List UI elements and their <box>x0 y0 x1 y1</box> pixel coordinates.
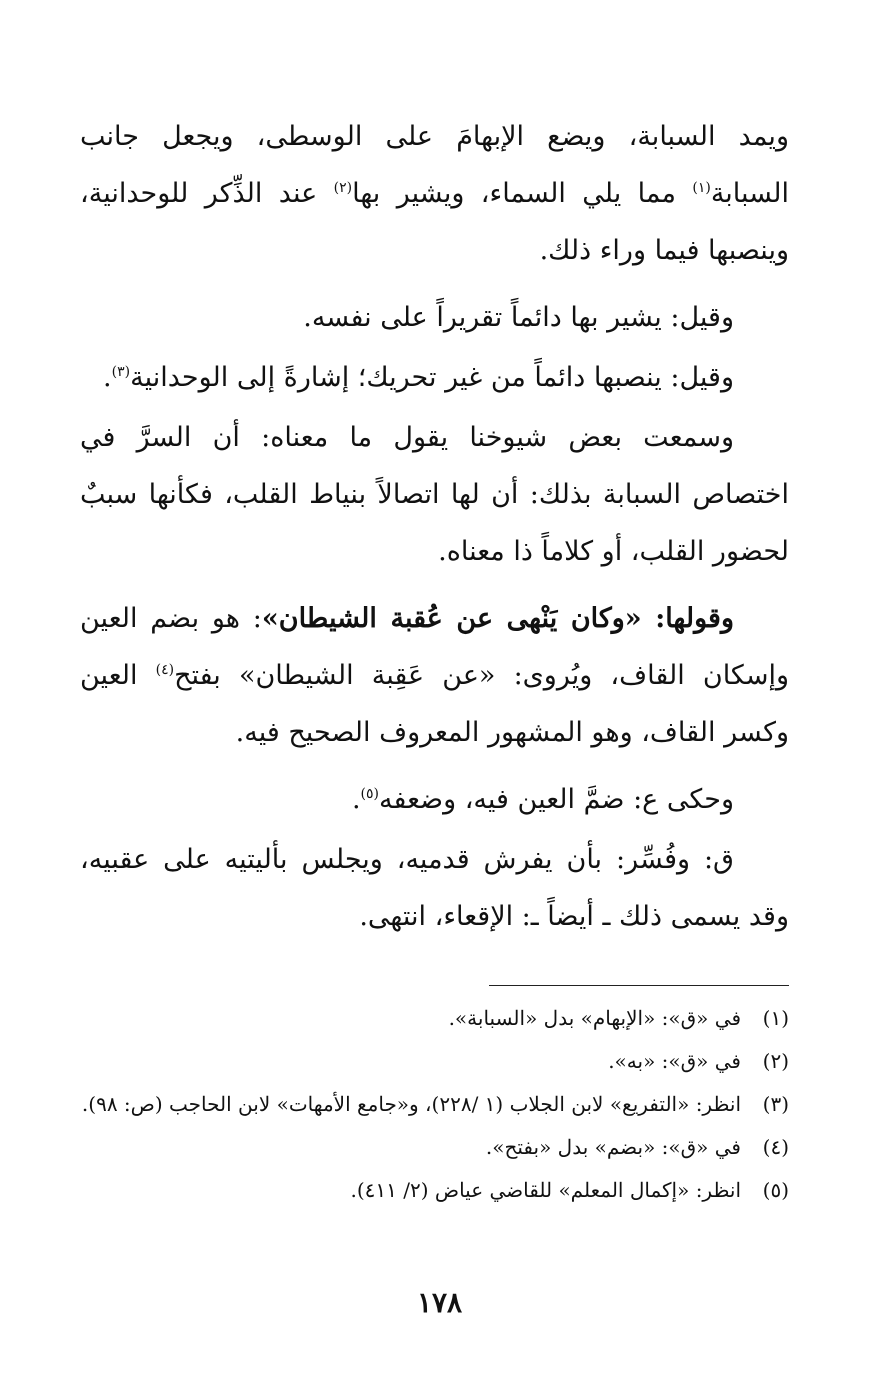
paragraph-5-part-b: العين وكسر القاف، وهو المشهور المعروف الصحيح فيه. <box>80 660 789 748</box>
footnote-5 <box>80 1172 789 1209</box>
paragraph-1-part-a: ويمد السبابة، ويضع الإبهامَ على الوسطى، ويجعل جانب السبابة <box>80 121 789 209</box>
footnote-number: (٤) <box>762 1135 789 1159</box>
footnote-1 <box>80 1000 789 1037</box>
footnote-4 <box>80 1129 789 1166</box>
paragraph-5 <box>80 590 789 761</box>
footnote-number: (١) <box>762 1006 789 1030</box>
page-number: ١٧٨ <box>416 1286 463 1319</box>
footnote-text: انظر: «التفريع» لابن الجلاب (١ /٢٢٨)، و«جامع الأمهات» لابن الحاجب (ص: ٩٨). <box>81 1092 741 1116</box>
paragraph-6 <box>80 771 789 828</box>
footnote-2 <box>80 1043 789 1080</box>
footnote-ref-1: (١) <box>692 180 711 196</box>
footnote-ref-3: (٣) <box>111 364 131 380</box>
paragraph-1-part-c: عند الذِّكر للوحدانية، وينصبها فيما وراء ذلك. <box>80 178 789 266</box>
quoted-phrase: وقولها: «وكان يَنْهى عن عُقبة الشيطان» <box>261 603 734 634</box>
footnote-ref-4: (٤) <box>155 662 175 678</box>
paragraph-3 <box>80 349 789 406</box>
footnote-number: (٥) <box>762 1178 789 1202</box>
paragraph-3-part-b: . <box>103 362 112 393</box>
paragraph-5-part-a: : هو بضم العين وإسكان القاف، ويُروى: «عن عَقِبة الشيطان» بفتح <box>80 603 789 691</box>
footnote-text: في «ق»: «به». <box>608 1049 741 1073</box>
paragraph-3-part-a: وقيل: ينصبها دائماً من غير تحريك؛ إشارةً إلى الوحدانية <box>130 362 734 393</box>
paragraph-6-part-a: وحكى ع: ضمَّ العين فيه، وضعفه <box>379 784 734 815</box>
main-text <box>80 108 789 945</box>
paragraph-1-part-b: مما يلي السماء، ويشير بها <box>352 178 693 209</box>
footnote-ref-2: (٢) <box>333 180 353 196</box>
footnote-number: (٣) <box>762 1092 789 1116</box>
paragraph-4-text: وسمعت بعض شيوخنا يقول ما معناه: أن السرَّ في اختصاص السبابة بذلك: أن لها اتصالاً بنياط القلب، فكأنها سببٌ لحضور القلب، أو كلاماً ذا معناه. <box>80 422 789 567</box>
footnote-text: في «ق»: «بضم» بدل «بفتح». <box>485 1135 741 1159</box>
paragraph-7-text: ق: وفُسِّر: بأن يفرش قدميه، ويجلس بأليتيه على عقبيه، وقد يسمى ذلك ـ أيضاً ـ: الإقعاء، انتهى. <box>80 844 789 932</box>
footnote-3 <box>80 1086 789 1123</box>
paragraph-2-text: وقيل: يشير بها دائماً تقريراً على نفسه. <box>303 302 734 333</box>
paragraph-7 <box>80 831 789 945</box>
paragraph-4 <box>80 409 789 580</box>
paragraph-6-part-b: . <box>351 784 361 815</box>
footnote-divider <box>489 985 789 986</box>
paragraph-1 <box>80 108 789 279</box>
footnote-text: في «ق»: «الإبهام» بدل «السبابة». <box>448 1006 741 1030</box>
footnotes <box>80 1000 789 1209</box>
footnote-ref-5: (٥) <box>360 786 380 802</box>
paragraph-2 <box>80 289 789 346</box>
footnote-text: انظر: «إكمال المعلم» للقاضي عياض (٢/ ٤١١). <box>350 1178 741 1202</box>
footnote-number: (٢) <box>762 1049 789 1073</box>
